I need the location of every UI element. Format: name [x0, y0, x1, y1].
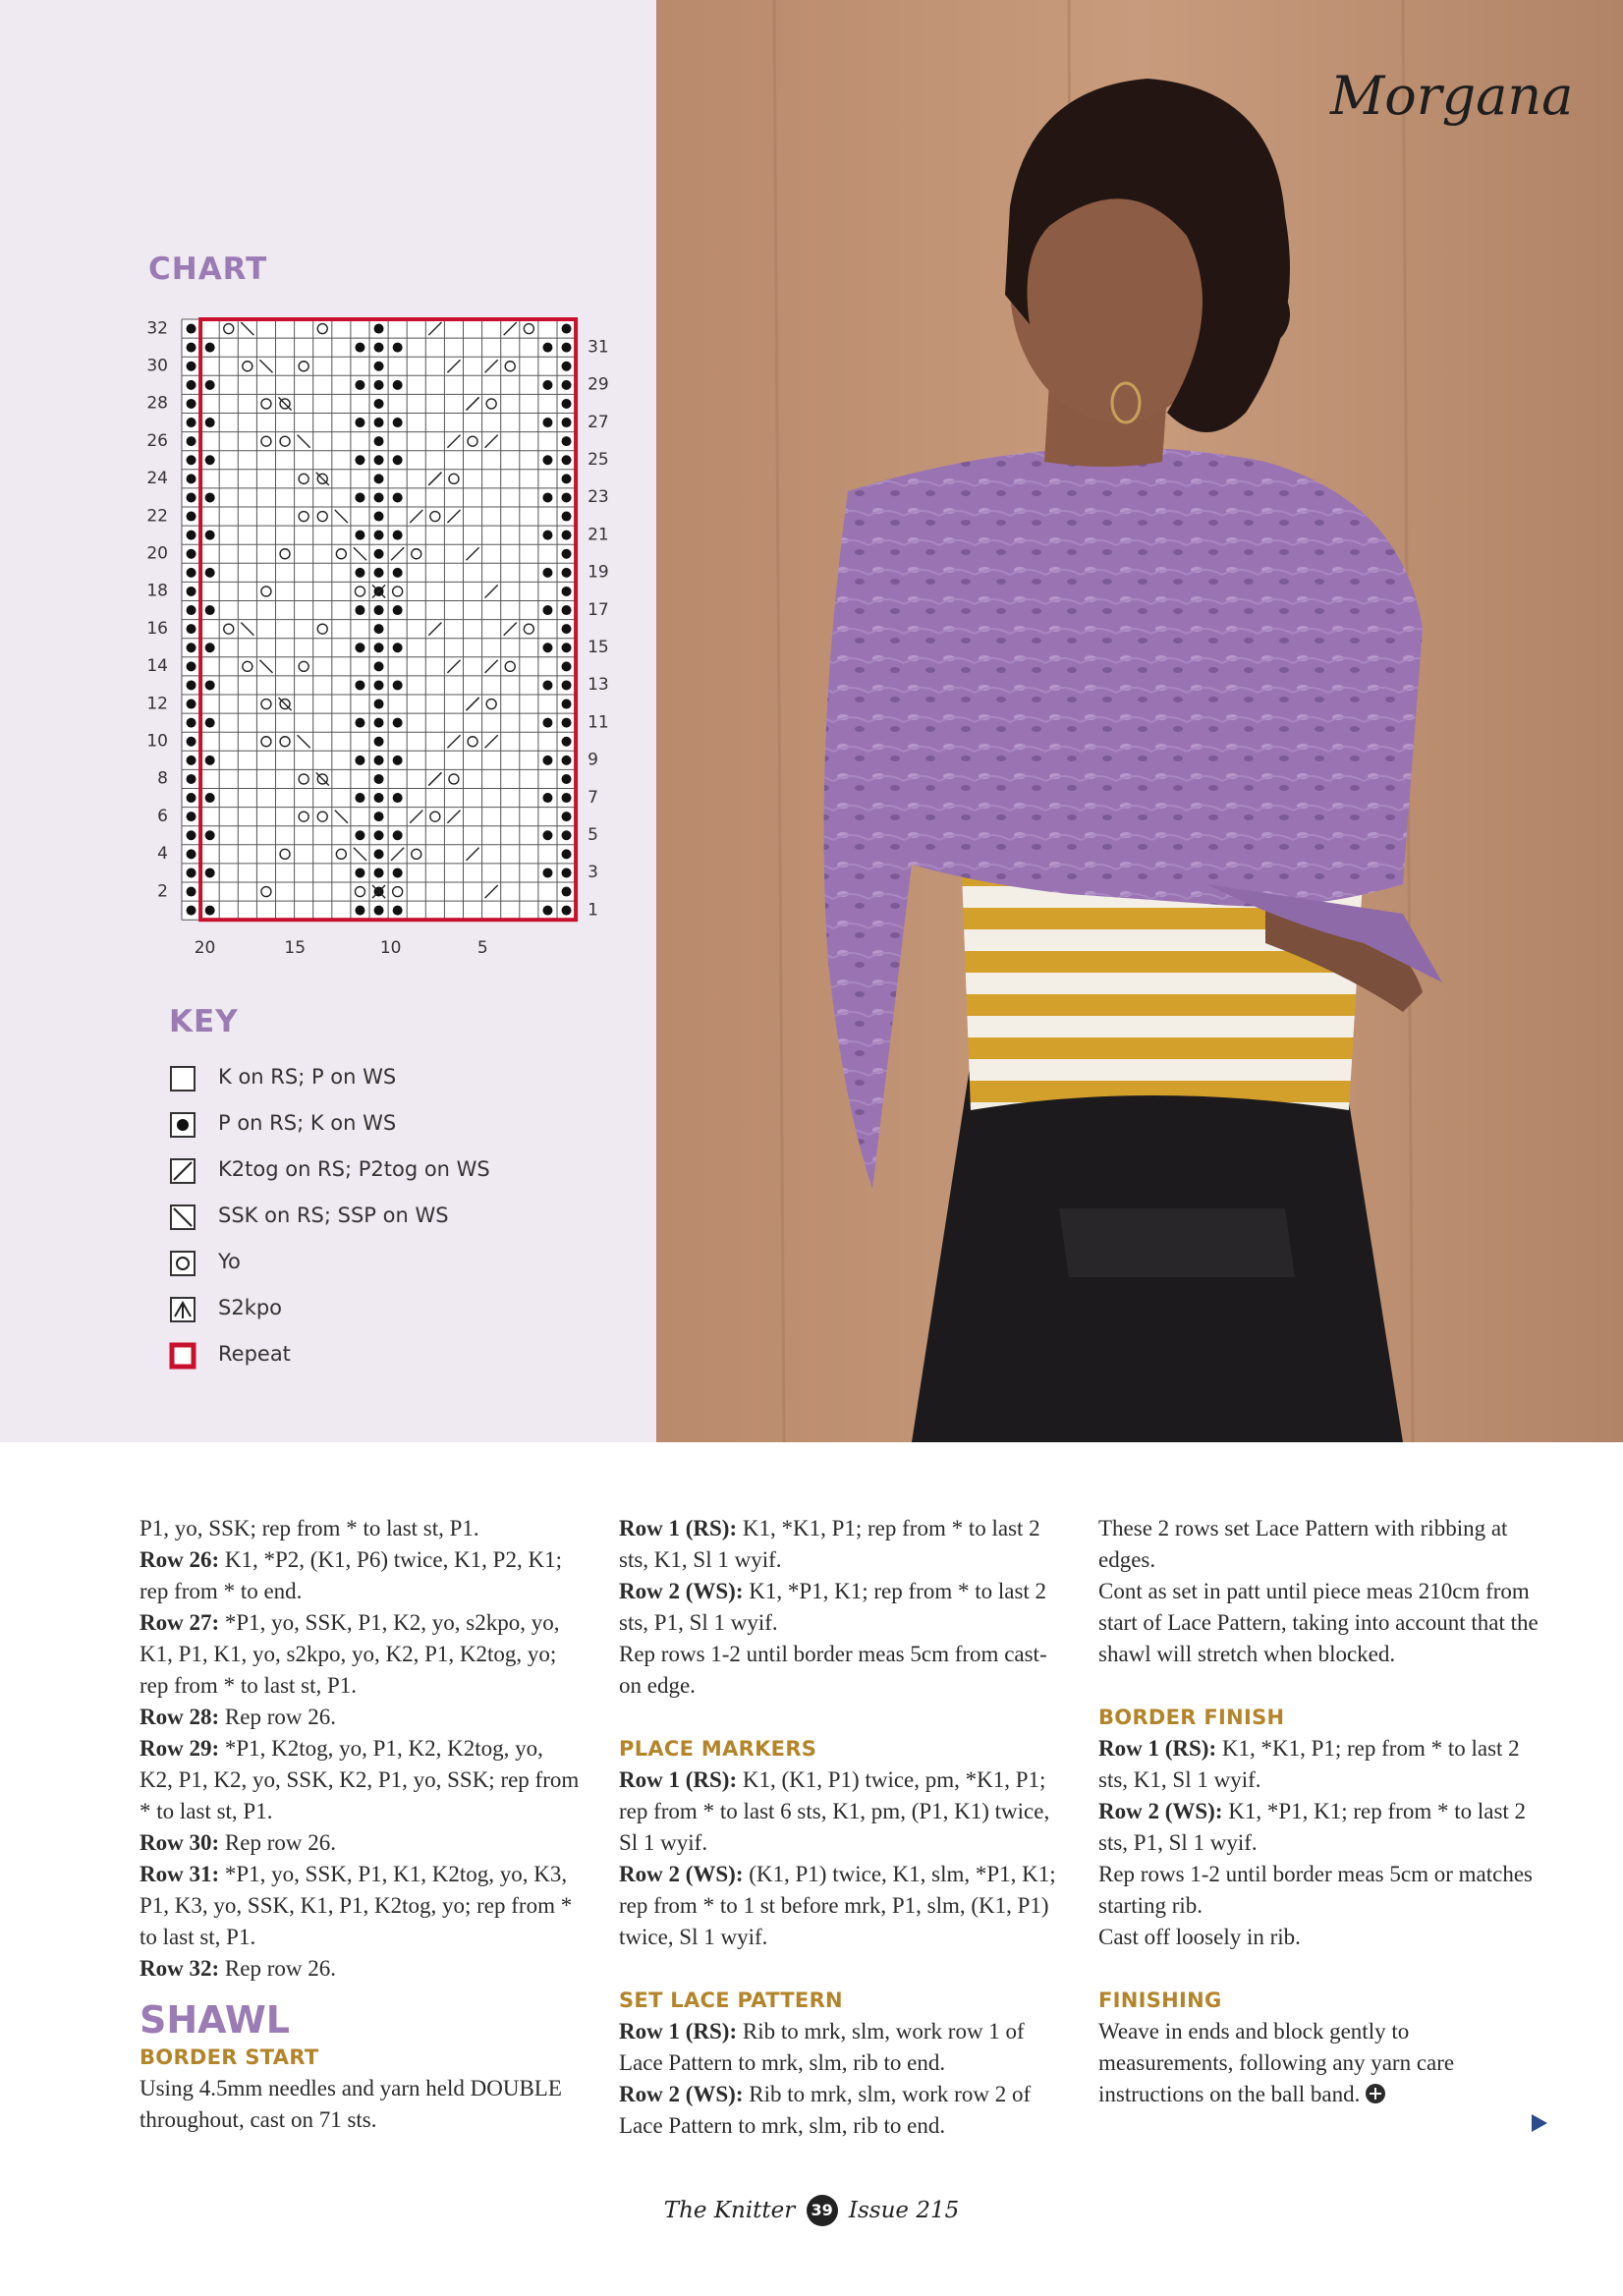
- purl-stitch: [205, 680, 215, 690]
- purl-stitch: [205, 568, 215, 578]
- purl-stitch: [374, 700, 384, 709]
- row-number-even: 12: [146, 694, 168, 714]
- key-label: P on RS; K on WS: [218, 1111, 397, 1135]
- purl-stitch: [393, 568, 403, 578]
- purl-stitch: [562, 474, 572, 483]
- purl-stitch: [393, 343, 403, 353]
- purl-stitch: [393, 418, 403, 427]
- purl-stitch: [187, 362, 196, 371]
- row-number-even: 16: [146, 618, 168, 639]
- purl-stitch: [374, 661, 384, 671]
- purl-stitch: [205, 868, 215, 877]
- border-start-text: Using 4.5mm needles and yarn held DOUBLE throughout, cast on 71 sts.: [140, 2076, 562, 2132]
- key-label: K2tog on RS; P2tog on WS: [218, 1157, 490, 1181]
- purl-stitch: [374, 549, 384, 559]
- purl-stitch: [374, 718, 384, 728]
- repeat-box-icon: [169, 1342, 196, 1370]
- purl-stitch: [355, 492, 364, 502]
- purl-stitch: [205, 455, 215, 465]
- purl-stitch: [374, 512, 384, 522]
- purl-stitch: [355, 568, 364, 578]
- row-number-odd: 21: [588, 525, 609, 545]
- purl-stitch: [562, 906, 572, 916]
- border-row-2: Row 2 (WS): K1, *P1, K1; rep from * to last 2 sts, P1, Sl 1 wyif.: [619, 1579, 1047, 1635]
- row-32: Row 32: Rep row 26.: [140, 1956, 336, 1981]
- row-number-even: 30: [146, 356, 168, 376]
- purl-stitch: [374, 624, 384, 634]
- purl-stitch: [562, 362, 572, 371]
- purl-stitch: [562, 418, 572, 427]
- lace-row-1: Row 1 (RS): Rib to mrk, slm, work row 1 of Lace Pattern to mrk, slm, rib to end.: [619, 2019, 1025, 2075]
- purl-stitch: [187, 906, 196, 916]
- purl-stitch: [187, 643, 196, 652]
- end-mark-icon: [1366, 2084, 1385, 2103]
- purl-stitch: [355, 455, 364, 465]
- finishing-heading: FINISHING: [1098, 1988, 1222, 2012]
- shawl-heading: SHAWL: [140, 1998, 291, 2042]
- purl-stitch: [393, 718, 403, 728]
- purl-stitch: [542, 492, 552, 502]
- key-item-k2tog: [169, 1155, 490, 1187]
- border-finish-heading: BORDER FINISH: [1098, 1706, 1285, 1729]
- purl-stitch: [187, 774, 196, 784]
- k2tog-slash-icon: [169, 1157, 196, 1185]
- purl-stitch: [187, 718, 196, 728]
- purl-stitch: [374, 568, 384, 578]
- purl-stitch: [542, 605, 552, 615]
- purl-stitch: [374, 362, 384, 371]
- purl-stitch: [355, 830, 364, 840]
- purl-stitch: [393, 793, 403, 803]
- purl-stitch: [562, 700, 572, 709]
- purl-stitch: [562, 624, 572, 634]
- column-number: 15: [284, 938, 307, 959]
- row-number-even: 18: [146, 581, 168, 601]
- purl-stitch: [187, 812, 196, 821]
- finish-repeat: Rep rows 1-2 until border meas 5cm or matches starting rib.: [1098, 1862, 1533, 1918]
- purl-stitch: [562, 455, 572, 465]
- instructions-column-1: [140, 1513, 582, 2136]
- yarn-over-circle-icon: [169, 1250, 196, 1277]
- purl-stitch: [187, 887, 196, 897]
- purl-stitch: [374, 343, 384, 353]
- purl-stitch: [355, 531, 364, 540]
- purl-stitch: [542, 793, 552, 803]
- model-photo: [656, 0, 1623, 1442]
- purl-stitch: [187, 830, 196, 840]
- purl-stitch: [205, 418, 215, 427]
- purl-stitch: [374, 492, 384, 502]
- row-number-odd: 31: [588, 337, 609, 358]
- finish-row-2: Row 2 (WS): K1, *P1, K1; rep from * to last 2 sts, P1, Sl 1 wyif.: [1098, 1799, 1527, 1855]
- purl-stitch: [205, 756, 215, 765]
- cast-off: Cast off loosely in rib.: [1098, 1925, 1301, 1949]
- row-28: Row 28: Rep row 26.: [140, 1705, 336, 1729]
- purl-stitch: [562, 661, 572, 671]
- purl-stitch: [393, 455, 403, 465]
- purl-stitch: [562, 587, 572, 596]
- purl-stitch: [542, 418, 552, 427]
- purl-stitch: [562, 812, 572, 821]
- purl-stitch: [393, 643, 403, 652]
- purl-stitch: [374, 793, 384, 803]
- purl-stitch: [393, 605, 403, 615]
- purl-stitch: [542, 868, 552, 877]
- row-number-odd: 19: [588, 562, 609, 583]
- row-29: Row 29: *P1, K2tog, yo, P1, K2, K2tog, yo, K2, P1, K2, yo, SSK, K2, P1, yo, SSK; rep from * to last st, P1.: [140, 1736, 580, 1823]
- purl-stitch: [187, 399, 196, 409]
- row-number-odd: 13: [588, 675, 609, 696]
- row-number-even: 4: [157, 844, 168, 865]
- row-number-even: 28: [146, 393, 168, 414]
- key-label: K on RS; P on WS: [218, 1065, 397, 1089]
- set-lace-heading: SET LACE PATTERN: [619, 1988, 843, 2012]
- purl-stitch: [205, 718, 215, 728]
- purl-dot-icon: [169, 1111, 196, 1139]
- ssk-backslash-icon: [169, 1204, 196, 1231]
- key-item-repeat: [169, 1340, 291, 1372]
- key-label: SSK on RS; SSP on WS: [218, 1204, 449, 1227]
- row-number-odd: 5: [588, 825, 598, 846]
- finishing-text: Weave in ends and block gently to measurements, following any yarn care instructions on the ball band.: [1098, 2019, 1455, 2106]
- instructions-column-3: [1098, 1513, 1540, 2110]
- purl-stitch: [205, 605, 215, 615]
- page-number: 39: [807, 2195, 838, 2226]
- magazine-name: The Knitter: [663, 2198, 796, 2223]
- purl-stitch: [187, 587, 196, 596]
- purl-stitch: [205, 643, 215, 652]
- row-number-odd: 9: [588, 750, 598, 770]
- continue-note: Cont as set in patt until piece meas 210cm from start of Lace Pattern, taking into account that the shawl will stretch when blocked.: [1098, 1579, 1539, 1666]
- purl-stitch: [374, 474, 384, 483]
- row-26: Row 26: K1, *P2, (K1, P6) twice, K1, P2, K1; rep from * to end.: [140, 1547, 562, 1603]
- key-heading: KEY: [169, 1004, 239, 1039]
- row-number-even: 20: [146, 543, 168, 564]
- purl-stitch: [562, 887, 572, 897]
- purl-stitch: [355, 793, 364, 803]
- key-label: S2kpo: [218, 1296, 283, 1319]
- purl-stitch: [374, 906, 384, 916]
- purl-stitch: [187, 793, 196, 803]
- row-number-odd: 15: [588, 638, 609, 658]
- purl-stitch: [355, 906, 364, 916]
- purl-stitch: [393, 380, 403, 390]
- purl-stitch: [374, 418, 384, 427]
- finish-row-1: Row 1 (RS): K1, *K1, P1; rep from * to last 2 sts, K1, Sl 1 wyif.: [1098, 1736, 1520, 1792]
- purl-stitch: [187, 661, 196, 671]
- purl-stitch: [187, 455, 196, 465]
- place-markers-heading: PLACE MARKERS: [619, 1737, 817, 1761]
- row-number-even: 14: [146, 656, 168, 677]
- purl-stitch: [187, 474, 196, 483]
- row-number-odd: 25: [588, 450, 609, 471]
- purl-stitch: [205, 793, 215, 803]
- purl-stitch: [542, 455, 552, 465]
- purl-stitch: [562, 680, 572, 690]
- purl-stitch: [205, 830, 215, 840]
- row-31: Row 31: *P1, yo, SSK, P1, K1, K2tog, yo, K3, P1, K3, yo, SSK, K1, P1, K2tog, yo; rep from * to last st, P1.: [140, 1862, 573, 1949]
- purl-stitch: [355, 868, 364, 877]
- key-item-s2kpo: [169, 1294, 283, 1325]
- purl-stitch: [542, 830, 552, 840]
- purl-stitch: [374, 737, 384, 747]
- purl-stitch: [374, 380, 384, 390]
- purl-stitch: [355, 680, 364, 690]
- row-number-even: 32: [146, 318, 168, 339]
- purl-stitch: [187, 849, 196, 859]
- purl-stitch: [355, 418, 364, 427]
- column-number: 5: [476, 938, 488, 959]
- key-item-knit: [169, 1063, 397, 1094]
- row-number-odd: 1: [588, 900, 598, 921]
- row-number-even: 2: [157, 881, 168, 902]
- purl-stitch: [562, 793, 572, 803]
- purl-stitch: [562, 492, 572, 502]
- purl-stitch: [205, 531, 215, 540]
- column-number: 20: [194, 938, 216, 959]
- purl-stitch: [542, 906, 552, 916]
- purl-stitch: [562, 643, 572, 652]
- purl-stitch: [374, 849, 384, 859]
- row-number-even: 22: [146, 506, 168, 527]
- purl-stitch: [542, 756, 552, 765]
- purl-stitch: [562, 324, 572, 334]
- lace-row-2: Row 2 (WS): Rib to mrk, slm, work row 2 of Lace Pattern to mrk, slm, rib to end.: [619, 2082, 1032, 2138]
- purl-stitch: [187, 868, 196, 877]
- purl-stitch: [393, 756, 403, 765]
- markers-row-1: Row 1 (RS): K1, (K1, P1) twice, pm, *K1, P1; rep from * to last 6 sts, K1, pm, (P1, K1) twice, Sl 1 wyif.: [619, 1767, 1050, 1855]
- purl-stitch: [355, 718, 364, 728]
- row-number-even: 24: [146, 469, 168, 489]
- row-number-even: 26: [146, 430, 168, 451]
- purl-stitch: [205, 343, 215, 353]
- purl-stitch: [355, 756, 364, 765]
- purl-stitch: [562, 343, 572, 353]
- purl-stitch: [187, 568, 196, 578]
- column-number: 10: [379, 938, 402, 959]
- row-number-even: 6: [157, 806, 168, 826]
- row-number-odd: 23: [588, 487, 609, 508]
- purl-stitch: [374, 324, 384, 334]
- purl-stitch: [187, 343, 196, 353]
- row-number-odd: 3: [588, 863, 598, 883]
- purl-stitch: [374, 774, 384, 784]
- purl-stitch: [187, 512, 196, 522]
- purl-stitch: [374, 605, 384, 615]
- border-row-1: Row 1 (RS): K1, *K1, P1; rep from * to last 2 sts, K1, Sl 1 wyif.: [619, 1516, 1040, 1572]
- purl-stitch: [205, 492, 215, 502]
- purl-stitch: [374, 399, 384, 409]
- purl-stitch: [393, 531, 403, 540]
- purl-stitch: [355, 343, 364, 353]
- purl-stitch: [205, 906, 215, 916]
- key-item-yo: [169, 1248, 241, 1279]
- purl-stitch: [187, 324, 196, 334]
- purl-stitch: [374, 830, 384, 840]
- row-number-odd: 27: [588, 412, 609, 432]
- border-repeat: Rep rows 1-2 until border meas 5cm from cast-on edge.: [619, 1642, 1047, 1698]
- purl-stitch: [187, 700, 196, 709]
- purl-stitch: [374, 868, 384, 877]
- purl-stitch: [374, 531, 384, 540]
- purl-stitch: [562, 436, 572, 446]
- row-text: P1, yo, SSK; rep from * to last st, P1.: [140, 1516, 479, 1540]
- knit-square-icon: [169, 1065, 196, 1092]
- key-label: Yo: [218, 1250, 241, 1273]
- markers-row-2: Row 2 (WS): (K1, P1) twice, K1, slm, *P1, K1; rep from * to 1 st before mrk, P1, slm, (K1, P1) twice, Sl 1 wyif.: [619, 1862, 1056, 1949]
- border-start-heading: BORDER START: [140, 2045, 319, 2069]
- purl-stitch: [355, 643, 364, 652]
- row-27: Row 27: *P1, yo, SSK, P1, K2, yo, s2kpo, yo, K1, P1, K1, yo, s2kpo, yo, K2, P1, K2tog, yo; rep from * to last st, P1.: [140, 1610, 560, 1698]
- row-number-odd: 7: [588, 787, 598, 808]
- purl-stitch: [187, 531, 196, 540]
- purl-stitch: [374, 643, 384, 652]
- purl-stitch: [374, 756, 384, 765]
- purl-stitch: [562, 756, 572, 765]
- pattern-title: Morgana: [1330, 65, 1574, 127]
- purl-stitch: [187, 605, 196, 615]
- row-number-even: 8: [157, 768, 168, 789]
- next-page-arrow-icon: [1532, 2114, 1547, 2132]
- purl-stitch: [562, 399, 572, 409]
- purl-stitch: [562, 737, 572, 747]
- purl-stitch: [542, 531, 552, 540]
- purl-stitch: [187, 436, 196, 446]
- row-number-odd: 11: [588, 712, 609, 733]
- purl-stitch: [562, 531, 572, 540]
- purl-stitch: [187, 380, 196, 390]
- purl-stitch: [187, 756, 196, 765]
- purl-stitch: [187, 549, 196, 559]
- purl-stitch: [187, 492, 196, 502]
- purl-stitch: [393, 680, 403, 690]
- purl-stitch: [542, 680, 552, 690]
- purl-stitch: [355, 605, 364, 615]
- purl-stitch: [562, 849, 572, 859]
- purl-stitch: [187, 418, 196, 427]
- purl-stitch: [187, 737, 196, 747]
- purl-stitch: [187, 680, 196, 690]
- knitting-chart: [138, 314, 609, 963]
- instructions-column-2: [619, 1513, 1061, 2142]
- purl-stitch: [542, 643, 552, 652]
- purl-stitch: [393, 492, 403, 502]
- purl-stitch: [562, 830, 572, 840]
- purl-stitch: [542, 718, 552, 728]
- purl-stitch: [374, 436, 384, 446]
- purl-stitch: [393, 868, 403, 877]
- page-footer: [0, 2195, 1623, 2226]
- purl-stitch: [393, 830, 403, 840]
- purl-stitch: [562, 605, 572, 615]
- key-item-ssk: [169, 1202, 449, 1233]
- purl-stitch: [542, 568, 552, 578]
- s2kpo-arrow-icon: [169, 1296, 196, 1323]
- key-label: Repeat: [218, 1342, 291, 1366]
- purl-stitch: [374, 812, 384, 821]
- purl-stitch: [562, 568, 572, 578]
- purl-stitch: [562, 868, 572, 877]
- purl-stitch: [562, 512, 572, 522]
- purl-stitch: [205, 380, 215, 390]
- purl-stitch: [542, 380, 552, 390]
- purl-stitch: [562, 774, 572, 784]
- row-number-odd: 17: [588, 599, 609, 620]
- issue-number: Issue 215: [848, 2198, 960, 2223]
- purl-stitch: [542, 343, 552, 353]
- purl-stitch: [562, 549, 572, 559]
- row-number-even: 10: [146, 731, 168, 752]
- purl-stitch: [187, 624, 196, 634]
- purl-stitch: [562, 380, 572, 390]
- purl-stitch: [374, 680, 384, 690]
- chart-heading: CHART: [148, 252, 268, 287]
- purl-stitch: [393, 906, 403, 916]
- purl-stitch: [374, 455, 384, 465]
- key-item-purl: [169, 1109, 397, 1141]
- row-30: Row 30: Rep row 26.: [140, 1830, 336, 1855]
- row-number-odd: 29: [588, 374, 609, 395]
- lace-set-note: These 2 rows set Lace Pattern with ribbing at edges.: [1098, 1516, 1508, 1572]
- purl-stitch: [562, 718, 572, 728]
- purl-stitch: [355, 380, 364, 390]
